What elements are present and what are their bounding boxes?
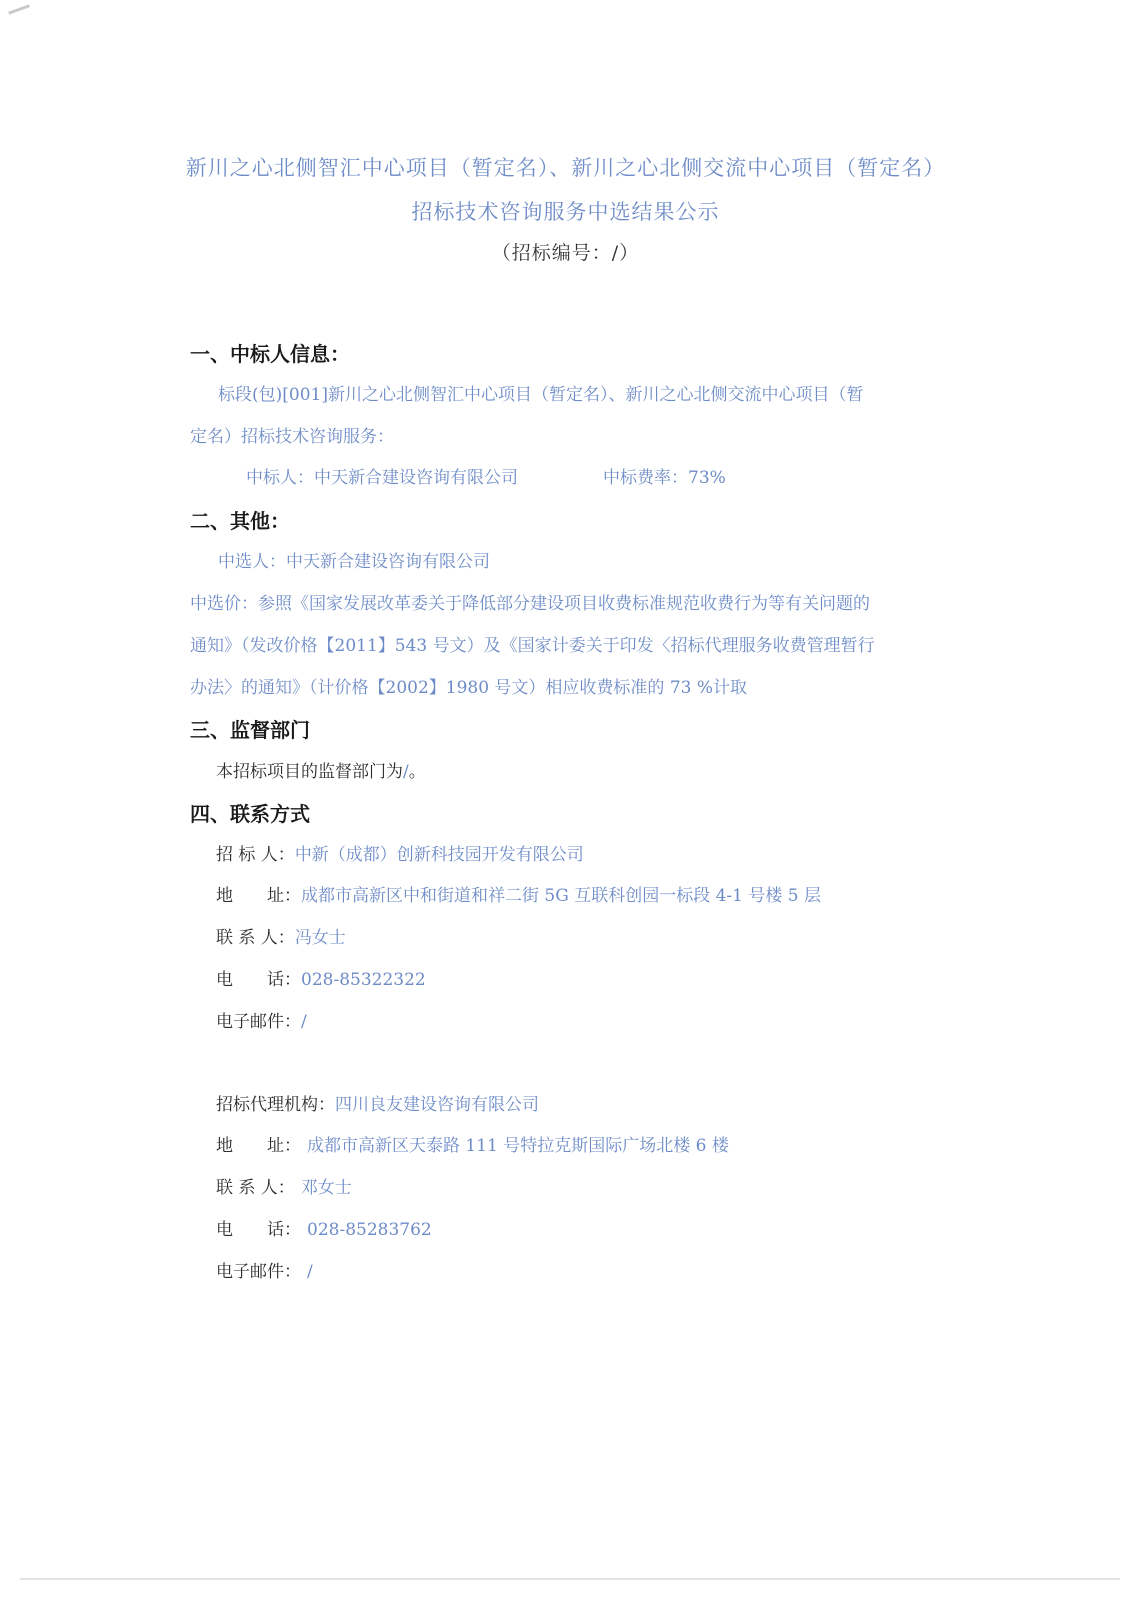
section2-heading: 二、其他： — [190, 509, 290, 533]
agency-email-label: 电子邮件： — [216, 1262, 301, 1282]
tenderer-phone-value: 028-85322322 — [301, 970, 426, 990]
agency-email-row — [216, 1257, 313, 1282]
tenderer-name-value: 中新（成都）创新科技园开发有限公司 — [294, 845, 584, 865]
tenderer-phone-row — [216, 965, 426, 990]
rate-line — [603, 463, 726, 488]
rate-label: 中标费率： — [603, 468, 688, 488]
tenderer-phone-label: 电 话： — [216, 970, 301, 990]
tenderer-contact-value: 冯女士 — [294, 928, 346, 948]
winner-label: 中标人： — [246, 468, 314, 488]
tenderer-contact-row — [216, 923, 346, 948]
section1-heading: 一、中标人信息： — [190, 342, 350, 366]
price-line1: 中选价：参照《国家发展改革委关于降低部分建设项目收费标准规范收费行为等有关问题的 — [190, 594, 870, 614]
selected-label: 中选人： — [218, 552, 286, 572]
winner-line — [246, 463, 518, 488]
tender-number: （招标编号：/） — [491, 242, 640, 264]
selected-line — [218, 547, 490, 572]
tenderer-addr-value: 成都市高新区中和街道和祥二街 5G 互联科创园一标段 4-1 号楼 5 层 — [301, 886, 822, 906]
agency-addr-label: 地 址： — [216, 1136, 301, 1156]
tenderer-name-row — [216, 840, 584, 865]
tenderer-addr-label: 地 址： — [216, 886, 301, 906]
price-line2: 通知》（发改价格【2011】543 号文）及《国家计委关于印发〈招标代理服务收费管理暂行 — [190, 636, 875, 656]
agency-contact-row — [216, 1173, 352, 1198]
scan-mark — [8, 4, 30, 14]
agency-phone-label: 电 话： — [216, 1220, 301, 1240]
tenderer-email-label: 电子邮件： — [216, 1012, 301, 1032]
agency-addr-value: 成都市高新区天泰路 111 号特拉克斯国际广场北楼 6 楼 — [307, 1136, 729, 1156]
agency-addr-row — [216, 1131, 729, 1156]
doc-title-line1: 新川之心北侧智汇中心项目（暂定名）、新川之心北侧交流中心项目（暂定名） — [185, 156, 946, 180]
rate-value: 73% — [688, 468, 726, 488]
section4-heading: 四、联系方式 — [190, 802, 310, 826]
tenderer-name-label: 招 标 人： — [216, 845, 295, 865]
winner-value: 中天新合建设咨询有限公司 — [314, 468, 518, 488]
tenderer-addr-row — [216, 881, 821, 906]
agency-phone-value: 028-85283762 — [307, 1220, 432, 1240]
agency-phone-row — [216, 1215, 432, 1240]
agency-contact-label: 联 系 人： — [216, 1178, 295, 1198]
agency-email-value: / — [307, 1262, 313, 1282]
tenderer-contact-label: 联 系 人： — [216, 928, 295, 948]
tenderer-email-value: / — [301, 1012, 307, 1032]
selected-value: 中天新合建设咨询有限公司 — [286, 552, 490, 572]
agency-contact-value: 邓女士 — [300, 1178, 352, 1198]
agency-name-row — [216, 1090, 539, 1115]
section3-heading: 三、监督部门 — [190, 718, 310, 742]
section1-para-line1: 标段(包)[001]新川之心北侧智汇中心项目（暂定名）、新川之心北侧交流中心项目（暂 — [218, 385, 864, 405]
page-bottom-edge — [20, 1578, 1120, 1580]
agency-name-value: 四川良友建设咨询有限公司 — [335, 1095, 539, 1115]
price-line3: 办法〉的通知》（计价格【2002】1980 号文）相应收费标准的 73 %计取 — [190, 678, 748, 698]
agency-name-label: 招标代理机构： — [216, 1095, 335, 1115]
supervision-text: 本招标项目的监督部门为/。 — [216, 762, 426, 782]
section1-para-line2: 定名）招标技术咨询服务： — [190, 427, 394, 447]
tenderer-email-row — [216, 1007, 307, 1032]
doc-title-line2: 招标技术咨询服务中选结果公示 — [411, 200, 720, 224]
